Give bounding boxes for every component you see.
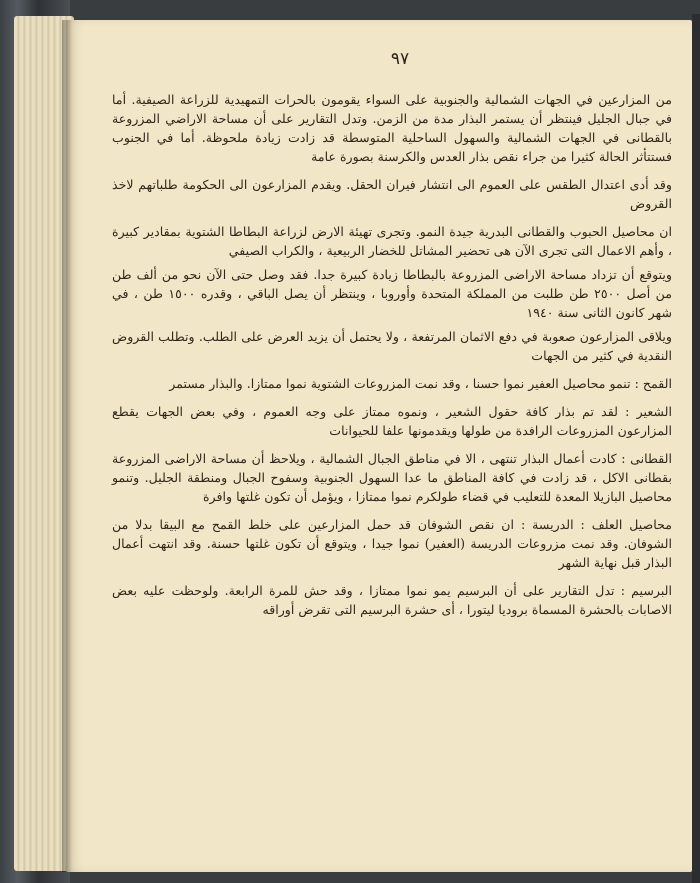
section-label: القمح : xyxy=(634,376,672,391)
page-number: ٩٧ xyxy=(390,49,410,69)
document-body xyxy=(112,90,672,619)
paragraph-wheat xyxy=(112,374,672,393)
paragraph-text: وقد أدى اعتدال الطقس على العموم الى انتشار فيران الحقل. ويقدم المزارعون الى الحكومة طلباتهم لاخذ القروض xyxy=(112,177,672,211)
paragraph-field-mice xyxy=(112,175,672,213)
paragraph-text: تدل التقارير على أن البرسيم يمو نموا ممتازا ، وقد حش للمرة الرابعة. ولوحظت عليه بعض الاصابات بالحشرة المسماة بروديا ليتورا ، أى حشرة البرسيم التى تقرض أوراقه xyxy=(112,583,672,617)
spine-shadow xyxy=(62,20,72,872)
section-label: البرسيم : xyxy=(620,583,672,598)
scan-edge xyxy=(692,14,700,883)
section-label: محاصيل العلف : الدريسة : xyxy=(520,517,672,532)
paragraph-intro xyxy=(112,90,672,166)
paragraph-barley xyxy=(112,402,672,440)
paragraph-fodder xyxy=(112,515,672,572)
paragraph-text: كادت أعمال البذار تنتهى ، الا في مناطق الجبال الشمالية ، ويلاحظ أن مساحة الاراضى المزروعة بقطانى الاكل ، قد زادت في كافة المناطق ما عدا السهول الجنوبية وسفوح الجبال ومنطقة الجليل. وتنمو محاصيل البازيلا المعدة للتعليب في قضاء طولكرم نموا ممتازا ، ويؤمل أن تكون غلتها وافرة xyxy=(112,451,672,504)
paragraph-text: لقد تم بذار كافة حقول الشعير ، ونموه ممتاز على وجه العموم ، وفي بعض الجهات يقطع المزارعون المزروعات الرافدة من طولها ويقدمونها علفا للحيوانات xyxy=(112,404,672,438)
section-label: القطانى : xyxy=(621,451,672,466)
paragraph-text: تنمو محاصيل العفير نموا حسنا ، وقد نمت المزروعات الشتوية نموا ممتازا. والبذار مستمر xyxy=(169,376,631,391)
paragraph-text: ويتوقع أن تزداد مساحة الاراضى المزروعة بالبطاطا زيادة كبيرة جدا. فقد وصل حتى الآن نحو من ألف طن من أصل ٢٥٠٠ طن طلبت من المملكة المتحدة وأوروبا ، وينتظر أن يصل الباقي ، وقدره ١٥٠٠ طن ، في شهر كانون الثانى سنة ١٩٤٠ xyxy=(112,267,672,320)
paragraph-text: ان نقص الشوفان قد حمل المزارعين على خلط القمح مع البيقا بدلا من الشوفان. وقد نمت مزروعات الدريسة (العفير) نموا جيدا ، ويتوقع أن تكون غلتها حسنة. وقد انتهت أعمال البذار قبل نهاية الشهر xyxy=(112,517,672,570)
paragraph-prices xyxy=(112,327,672,365)
paragraph-text: ويلاقى المزارعون صعوبة في دفع الاثمان المرتفعة ، ولا يحتمل أن يزيد العرض على الطلب. وتطلب القروض النقدية في كثير من الجهات xyxy=(112,329,672,363)
section-label: الشعير : xyxy=(625,404,672,419)
paragraph-legumes xyxy=(112,449,672,506)
paragraph-potato-area xyxy=(112,265,672,322)
paragraph-berseem xyxy=(112,581,672,619)
paragraph-text: ان محاصيل الحبوب والقطانى البدرية جيدة النمو. وتجرى تهيئة الارض لزراعة البطاطا الشتوية بمقادير كبيرة ، وأهم الاعمال التى تجرى الآن هى تحضير المشاتل للخضار الربيعية ، والكراب الصيفي xyxy=(112,224,672,258)
paragraph-text: من المزارعين في الجهات الشمالية والجنوبية على السواء يقومون بالحرات التمهيدية للزراعة الصيفية. أما في جبال الجليل فينتظر أن يستمر البذار مدة من الزمن. وتدل التقارير على أن مساحة الاراضي المزروعة بالقطانى في الجهات الشمالية والسهول الساحلية المتوسطة قد زادت زيادة ملحوظة. أما في الجنوب فستتأثر الحالة كثيرا من جراء نقص بذار العدس والكرسنة بصورة عامة xyxy=(112,92,672,164)
paragraph-winter-potatoes xyxy=(112,222,672,260)
